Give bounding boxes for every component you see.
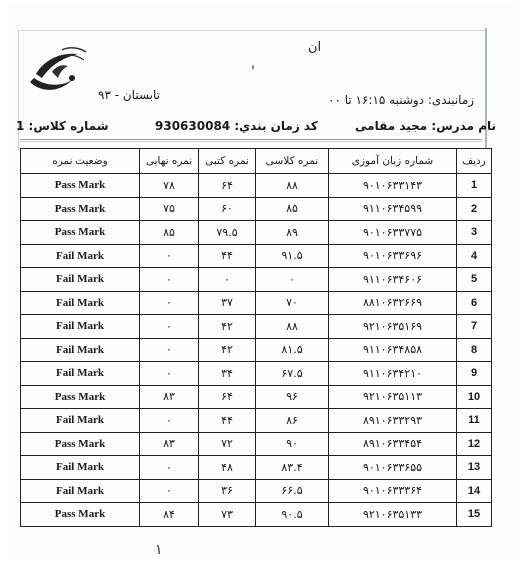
table-row	[21, 315, 492, 339]
cell-written-score: ۳۶	[199, 479, 256, 503]
cell-written-score: ۳۴	[199, 362, 256, 386]
cell-class-score: ۸۱.۵	[256, 338, 329, 362]
col-header-row-number: ردیف	[457, 149, 492, 174]
cell-class-score: ۸۳.۴	[256, 456, 329, 480]
col-header-final-score: نمره نهایی	[140, 149, 199, 174]
cell-status: Pass Mark	[21, 174, 140, 198]
table-row	[21, 479, 492, 503]
cell-status: Pass Mark	[21, 197, 140, 221]
cell-class-score: ۷۰	[256, 291, 329, 315]
cell-status: Pass Mark	[21, 432, 140, 456]
cell-student-id: ۹۱۱۰۶۳۴۵۹۹	[329, 197, 457, 221]
cell-written-score: ۴۸	[199, 456, 256, 480]
table-row	[21, 409, 492, 433]
cell-written-score: ۶۰	[199, 197, 256, 221]
cell-final-score: ۰	[140, 315, 199, 339]
cell-final-score: ۸۴	[140, 503, 199, 527]
cell-class-score: ۰	[256, 268, 329, 292]
table-row	[21, 244, 492, 268]
time-code: کد زمان بندي: 930630084	[155, 119, 318, 133]
cell-written-score: ۶۴	[199, 174, 256, 198]
cell-row-number: 11	[457, 409, 492, 433]
institute-logo-icon	[22, 42, 92, 98]
table-row	[21, 503, 492, 527]
cell-class-score: ۹۱.۵	[256, 244, 329, 268]
cell-status: Pass Mark	[21, 503, 140, 527]
cell-row-number: 2	[457, 197, 492, 221]
cell-row-number: 5	[457, 268, 492, 292]
cell-final-score: ۷۸	[140, 174, 199, 198]
cell-student-id: ۹۲۱۰۶۳۵۱۱۳	[329, 385, 457, 409]
cell-final-score: ۰	[140, 362, 199, 386]
table-row	[21, 456, 492, 480]
cell-student-id: ۹۱۱۰۶۳۴۲۱۰	[329, 362, 457, 386]
cell-row-number: 8	[457, 338, 492, 362]
cell-written-score: ۰	[199, 268, 256, 292]
cell-row-number: 10	[457, 385, 492, 409]
table-row	[21, 432, 492, 456]
header-divider-shadow	[20, 141, 482, 142]
cell-status: Pass Mark	[21, 221, 140, 245]
table-header-row	[21, 149, 492, 174]
cell-student-id: ۹۰۱۰۶۳۳۶۵۵	[329, 456, 457, 480]
cell-final-score: ۷۵	[140, 197, 199, 221]
cell-status: Fail Mark	[21, 338, 140, 362]
cell-row-number: 7	[457, 315, 492, 339]
cell-student-id: ۹۲۱۰۶۳۵۱۶۹	[329, 315, 457, 339]
cell-class-score: ۹۰.۵	[256, 503, 329, 527]
cell-class-score: ۸۸	[256, 174, 329, 198]
cell-student-id: ۸۹۱۰۶۳۳۴۵۴	[329, 432, 457, 456]
table-row	[21, 385, 492, 409]
cell-row-number: 9	[457, 362, 492, 386]
cell-final-score: ۰	[140, 268, 199, 292]
cell-final-score: ۰	[140, 479, 199, 503]
cell-final-score: ۰	[140, 338, 199, 362]
cell-class-score: ۹۶	[256, 385, 329, 409]
cell-final-score: ۰	[140, 456, 199, 480]
cell-class-score: ۸۸	[256, 315, 329, 339]
table-row	[21, 338, 492, 362]
cell-written-score: ۷۲	[199, 432, 256, 456]
cell-final-score: ۸۳	[140, 385, 199, 409]
cell-written-score: ۷۳	[199, 503, 256, 527]
cell-status: Fail Mark	[21, 409, 140, 433]
table-row	[21, 221, 492, 245]
cell-written-score: ۴۲	[199, 315, 256, 339]
pen-mark: '	[251, 64, 255, 80]
cell-row-number: 15	[457, 503, 492, 527]
col-header-status: وضعیت نمره	[21, 149, 140, 174]
cell-status: Fail Mark	[21, 479, 140, 503]
cell-status: Fail Mark	[21, 244, 140, 268]
cell-student-id: ۹۰۱۰۶۳۳۱۴۳	[329, 174, 457, 198]
cell-student-id: ۹۰۱۰۶۳۳۷۷۵	[329, 221, 457, 245]
cell-row-number: 14	[457, 479, 492, 503]
col-header-written-score: نمره کتبی	[199, 149, 256, 174]
table-row	[21, 291, 492, 315]
cell-final-score: ۸۵	[140, 221, 199, 245]
grades-table	[20, 148, 492, 527]
cell-class-score: ۸۵	[256, 197, 329, 221]
header-divider	[20, 139, 482, 140]
cell-student-id: ۹۱۱۰۶۳۴۸۵۸	[329, 338, 457, 362]
cell-class-score: ۸۶	[256, 409, 329, 433]
cell-class-score: ۸۹	[256, 221, 329, 245]
cell-final-score: ۰	[140, 291, 199, 315]
cell-status: Fail Mark	[21, 315, 140, 339]
cell-status: Fail Mark	[21, 362, 140, 386]
cell-row-number: 12	[457, 432, 492, 456]
cell-status: Pass Mark	[21, 385, 140, 409]
sheet-border-top	[20, 30, 485, 31]
cell-final-score: ۰	[140, 409, 199, 433]
cell-row-number: 1	[457, 174, 492, 198]
table-row	[21, 174, 492, 198]
table-row	[21, 268, 492, 292]
footer-mark: ۱	[155, 542, 163, 558]
table-row	[21, 197, 492, 221]
schedule-label: زمانبندی: دوشنبه ۱۶:۱۵ تا ۰۰	[328, 93, 475, 107]
cell-final-score: ۸۳	[140, 432, 199, 456]
cell-row-number: 3	[457, 221, 492, 245]
col-header-class-score: نمره کلاسی	[256, 149, 329, 174]
cell-written-score: ۴۴	[199, 244, 256, 268]
class-number: شماره کلاس: 1	[16, 119, 109, 133]
cell-status: Fail Mark	[21, 291, 140, 315]
cell-written-score: ۶۴	[199, 385, 256, 409]
cell-row-number: 13	[457, 456, 492, 480]
cell-student-id: ۹۲۱۰۶۳۵۱۳۳	[329, 503, 457, 527]
cell-written-score: ۴۲	[199, 338, 256, 362]
cell-written-score: ۳۷	[199, 291, 256, 315]
term-label: تابستان - ۹۳	[98, 88, 160, 102]
cell-student-id: ۹۱۱۰۶۳۴۶۰۶	[329, 268, 457, 292]
cell-student-id: ۸۹۱۰۶۳۳۲۹۳	[329, 409, 457, 433]
col-header-student-id: شماره زبان آموزی	[329, 149, 457, 174]
cell-status: Fail Mark	[21, 456, 140, 480]
school-title: ان	[308, 40, 322, 55]
cell-student-id: ۹۰۱۰۶۳۳۶۹۶	[329, 244, 457, 268]
cell-status: Fail Mark	[21, 268, 140, 292]
cell-student-id: ۹۰۱۰۶۳۳۳۶۴	[329, 479, 457, 503]
cell-written-score: ۷۹.۵	[199, 221, 256, 245]
cell-class-score: ۶۷.۵	[256, 362, 329, 386]
cell-student-id: ۸۸۱۰۶۳۲۶۶۹	[329, 291, 457, 315]
teacher-name: نام مدرس: مجید مقامی	[355, 119, 497, 133]
cell-row-number: 4	[457, 244, 492, 268]
cell-class-score: ۹۰	[256, 432, 329, 456]
cell-written-score: ۴۴	[199, 409, 256, 433]
cell-row-number: 6	[457, 291, 492, 315]
cell-class-score: ۶۶.۵	[256, 479, 329, 503]
cell-final-score: ۰	[140, 244, 199, 268]
table-row	[21, 362, 492, 386]
